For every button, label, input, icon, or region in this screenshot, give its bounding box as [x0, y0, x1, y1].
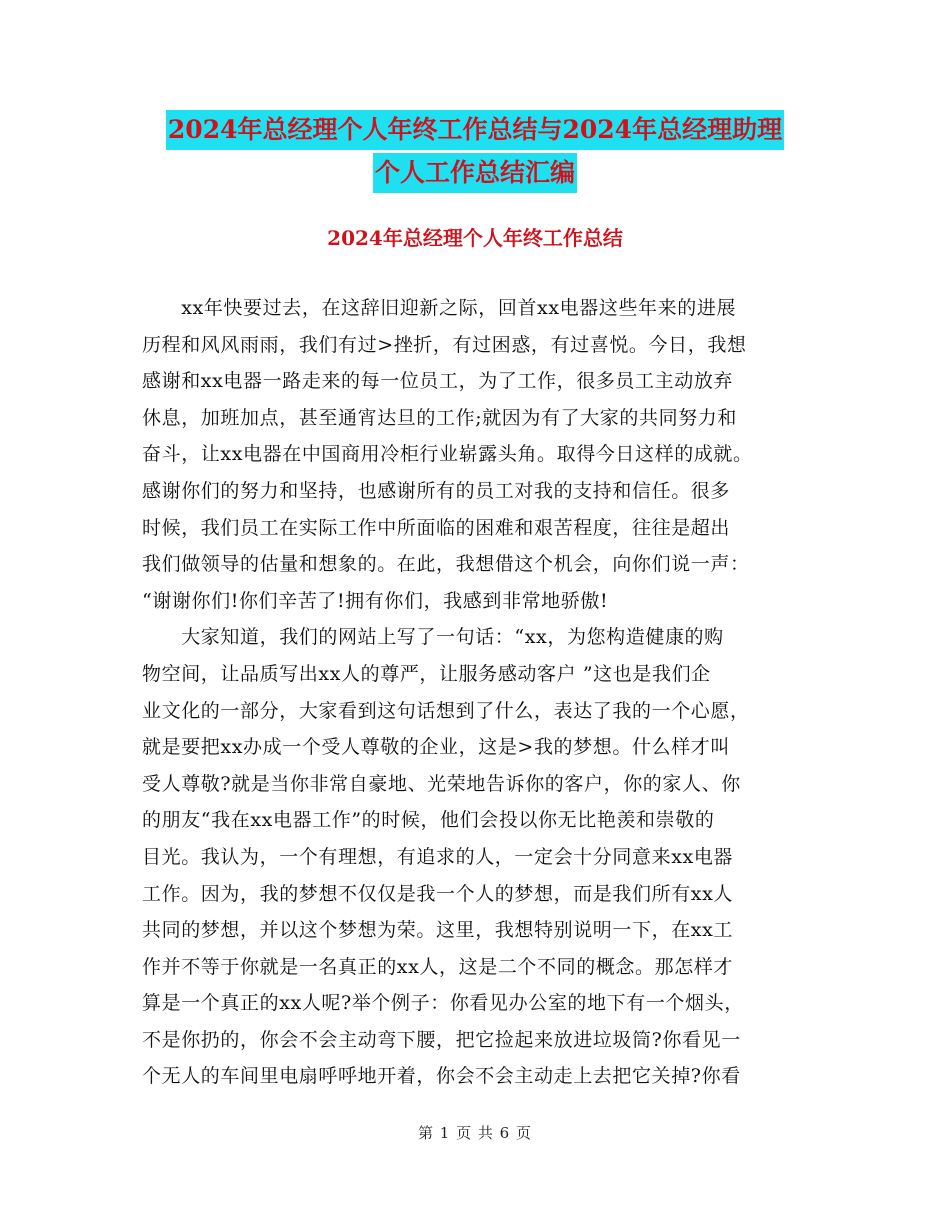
body-line: 不是你扔的，你会不会主动弯下腰，把它捡起来放进垃圾筒?你看见一: [142, 1028, 741, 1051]
body-line: 算是一个真正的xx人呢?举个例子：你看见办公室的地下有一个烟头，: [142, 992, 744, 1015]
body-line: “谢谢你们!你们辛苦了!拥有你们，我感到非常地骄傲!: [142, 589, 609, 612]
body-line: 业文化的一部分，大家看到这句话想到了什么，表达了我的一个心愿，: [142, 699, 750, 722]
body-line: 物空间，让品质写出xx人的尊严，让服务感动客户 ”这也是我们企: [142, 662, 711, 685]
page-footer: 第 1 页 共 6 页: [418, 1124, 532, 1142]
body-line: 就是要把xx办成一个受人尊敬的企业，这是>我的梦想。什么样才叫: [142, 736, 730, 759]
body-line: 感谢和xx电器一路走来的每一位员工，为了工作，很多员工主动放弃: [142, 370, 734, 393]
title-line-1: 2024年总经理个人年终工作总结与2024年总经理助理: [166, 110, 784, 150]
body-line: 共同的梦想，并以这个梦想为荣。这里，我想特别说明一下，在xx工: [142, 919, 734, 942]
body-line: 休息，加班加点，甚至通宵达旦的工作;就因为有了大家的共同努力和: [142, 406, 738, 429]
title-line-2: 个人工作总结汇编: [373, 153, 577, 193]
body-text: [142, 290, 812, 1095]
body-line: 大家知道，我们的网站上写了一句话：“xx，为您构造健康的购: [142, 626, 724, 649]
body-line: 个无人的车间里电扇呼呼地开着，你会不会主动走上去把它关掉?你看: [142, 1065, 741, 1088]
body-line: 奋斗，让xx电器在中国商用冷柜行业崭露头角。取得今日这样的成就。: [142, 443, 753, 466]
body-line: 历程和风风雨雨，我们有过>挫折，有过困惑，有过喜悦。今日，我想: [142, 333, 747, 356]
document-title: [0, 110, 950, 193]
body-line: 作并不等于你就是一名真正的xx人，这是二个不同的概念。那怎样才: [142, 955, 734, 978]
body-line: 我们做领导的估量和想象的。在此，我想借这个机会，向你们说一声：: [142, 553, 750, 576]
body-line: xx年快要过去，在这辞旧迎新之际，回首xx电器这些年来的进展: [142, 297, 737, 319]
body-line: 工作。因为，我的梦想不仅仅是我一个人的梦想，而是我们所有xx人: [142, 882, 734, 905]
body-line: 的朋友“我在xx电器工作”的时候，他们会投以你无比艳羡和崇敬的: [142, 809, 715, 832]
body-line: 目光。我认为，一个有理想，有追求的人，一定会十分同意来xx电器: [142, 845, 734, 868]
body-line: 受人尊敬?就是当你非常自豪地、光荣地告诉你的客户，你的家人、你: [142, 772, 741, 795]
body-line: 感谢你们的努力和坚持，也感谢所有的员工对我的支持和信任。很多: [142, 479, 731, 502]
body-line: 时候，我们员工在实际工作中所面临的困难和艰苦程度，往往是超出: [142, 516, 731, 539]
section-title: 2024年总经理个人年终工作总结: [327, 226, 623, 250]
